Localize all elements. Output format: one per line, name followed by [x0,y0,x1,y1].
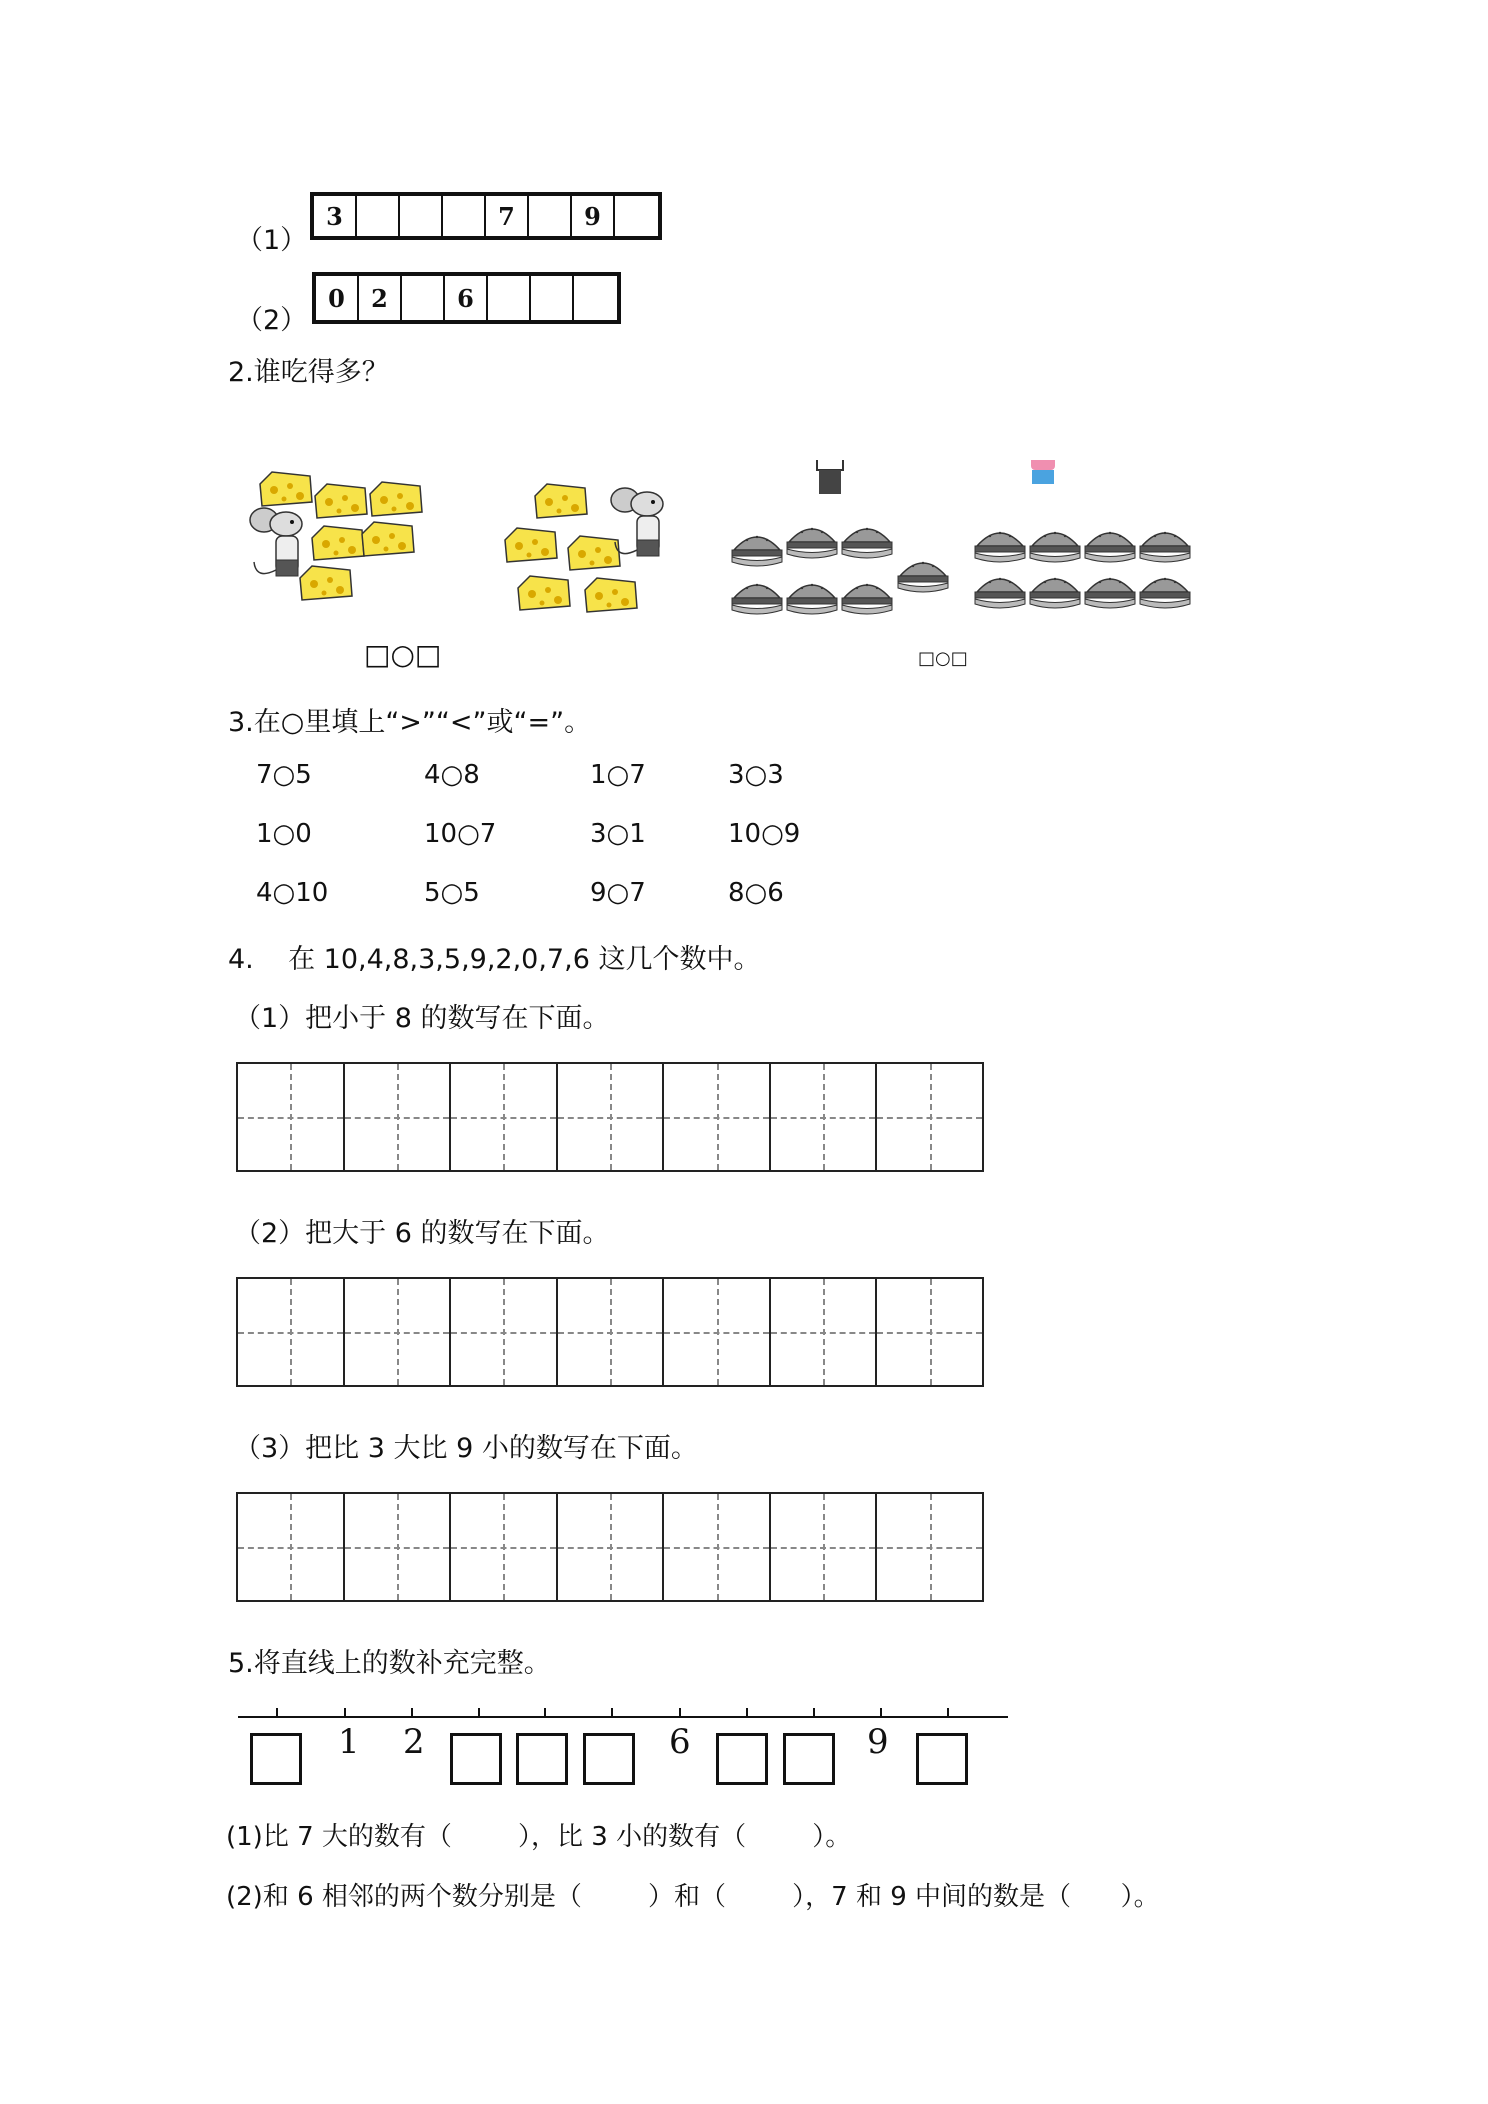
number-line-blank[interactable] [450,1733,502,1785]
q4-part1: （1）把小于 8 的数写在下面。 [234,1003,610,1034]
number-line-blank[interactable] [783,1733,835,1785]
q2-illustration [240,460,1200,630]
number-cell[interactable]: 3 [314,196,357,236]
q1-row1-boxes [310,192,662,240]
q1-row1-label: （1） [236,225,308,256]
comparison-item[interactable]: 4○10 [256,878,329,908]
number-line-blank[interactable] [516,1733,568,1785]
comparison-item[interactable]: 1○7 [590,760,646,790]
q4-title: 4. 在 10,4,8,3,5,9,2,0,7,6 这几个数中。 [228,944,761,975]
number-line-label: 6 [669,1722,691,1762]
number-cell[interactable]: 9 [572,196,615,236]
number-cell[interactable] [488,276,531,320]
comparison-item[interactable]: 10○9 [728,819,801,849]
number-cell[interactable] [400,196,443,236]
number-cell[interactable]: 2 [359,276,402,320]
boy-icon [801,460,848,494]
number-line [238,1716,1008,1718]
comparison-item[interactable]: 7○5 [256,760,312,790]
q4-part2: （2）把大于 6 的数写在下面。 [234,1218,610,1249]
girl-icon [1013,460,1073,484]
comparison-item[interactable]: 9○7 [590,878,646,908]
mouse-icon [250,508,302,576]
q2-answer-left[interactable]: □○□ [364,638,442,671]
q2-title: 2.谁吃得多？ [228,357,389,388]
q5-title: 5.将直线上的数补充完整。 [228,1648,551,1679]
writing-grid-3[interactable] [236,1492,984,1602]
q3-title: 3.在○里填上“>”“<”或“=”。 [228,707,592,738]
writing-grid-1[interactable] [236,1062,984,1172]
q5-sentence1: (1)比 7 大的数有（ ），比 3 小的数有（ ）。 [226,1822,852,1852]
q4-part3: （3）把比 3 大比 9 小的数写在下面。 [234,1433,698,1464]
number-line-blank[interactable] [583,1733,635,1785]
writing-grid-2[interactable] [236,1277,984,1387]
comparison-item[interactable]: 8○6 [728,878,784,908]
q1-row2-label: （2） [236,305,308,336]
comparison-item[interactable]: 3○3 [728,760,784,790]
number-cell[interactable] [529,196,572,236]
number-cell[interactable] [615,196,658,236]
number-line-blank[interactable] [250,1733,302,1785]
q2-answer-right[interactable]: □○□ [918,648,968,669]
comparison-item[interactable]: 3○1 [590,819,646,849]
q1-row2-boxes [312,272,621,324]
number-cell[interactable]: 6 [445,276,488,320]
number-cell[interactable] [402,276,445,320]
number-line-label: 9 [867,1722,889,1762]
number-cell[interactable] [357,196,400,236]
comparison-item[interactable]: 4○8 [424,760,480,790]
number-line-label: 2 [403,1722,425,1762]
number-line-label: 1 [338,1722,360,1762]
number-cell[interactable]: 0 [316,276,359,320]
q5-sentence2: (2)和 6 相邻的两个数分别是（ ）和（ ），7 和 9 中间的数是（ ）。 [226,1882,1160,1912]
number-cell[interactable] [443,196,486,236]
number-line-blank[interactable] [916,1733,968,1785]
number-cell[interactable]: 7 [486,196,529,236]
comparison-item[interactable]: 5○5 [424,878,480,908]
number-cell[interactable] [531,276,574,320]
number-cell[interactable] [574,276,617,320]
comparison-item[interactable]: 10○7 [424,819,497,849]
number-line-blank[interactable] [716,1733,768,1785]
comparison-item[interactable]: 1○0 [256,819,312,849]
